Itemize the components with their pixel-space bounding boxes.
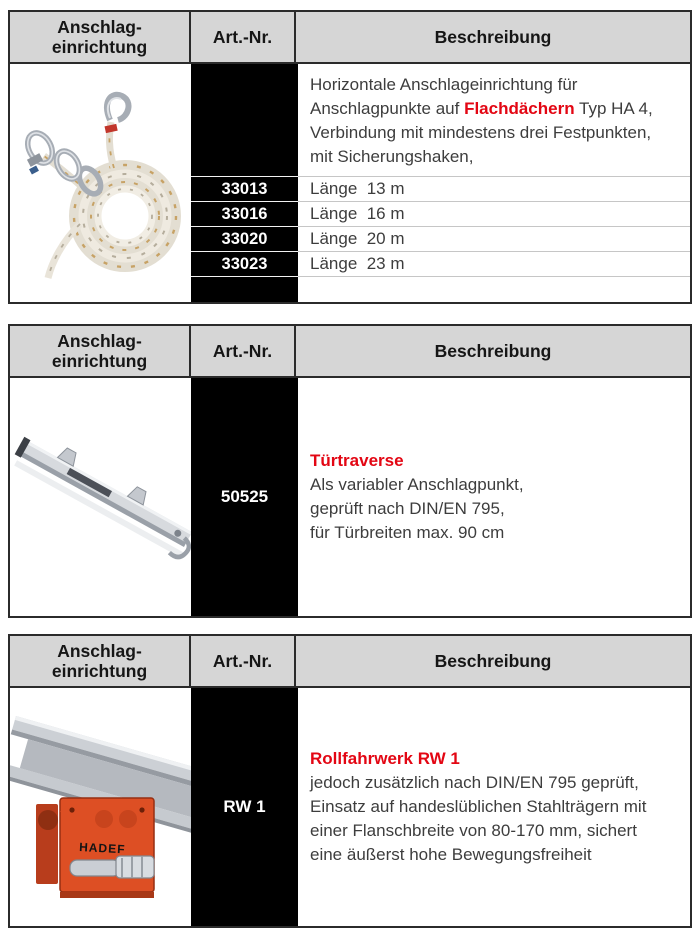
brand-label: HADEF (78, 840, 126, 857)
header-col1-line2: einrichtung (51, 37, 148, 57)
desc-line1: Horizontale Anschlageinrichtung für (310, 75, 578, 94)
artnr-cell: 50525 (191, 378, 298, 616)
table-row (191, 226, 690, 251)
desc-line: einer Flanschbreite von 80-170 mm, sichert (310, 821, 637, 840)
length-cell: Länge 16 m (298, 201, 690, 226)
product-table-tuertraverse (8, 324, 692, 618)
artnr-cell: 33023 (191, 251, 298, 276)
header-col1-line1: Anschlag- (57, 331, 142, 351)
length-cell: Länge 23 m (298, 251, 690, 276)
desc-line4: mit Sicherungshaken, (310, 147, 474, 166)
description-text (298, 64, 690, 176)
artnr-cell: 33016 (191, 201, 298, 226)
artnr-cell: 33020 (191, 226, 298, 251)
desc-line2-pre: Anschlagpunkte auf (310, 99, 465, 118)
header-col1-line2: einrichtung (51, 661, 148, 681)
table-body (10, 64, 690, 302)
length-cell: Länge 20 m (298, 226, 690, 251)
desc-line3: Verbindung mit mindestens drei Festpunkten, (310, 123, 652, 142)
header-anschlageinrichtung (10, 12, 191, 62)
artnr-cell: 33013 (191, 176, 298, 201)
table-row (191, 201, 690, 226)
table-body (10, 688, 690, 926)
rope-photo-illustration (10, 64, 191, 302)
empty-cell (298, 276, 690, 302)
header-col1-line2: einrichtung (51, 351, 148, 371)
product-image-traverse (10, 378, 191, 616)
filler-row (191, 276, 690, 302)
header-beschreibung: Beschreibung (434, 26, 552, 47)
traverse-photo-illustration (10, 378, 191, 616)
table-header-row (10, 12, 690, 64)
table-header-row (10, 636, 690, 688)
header-beschreibung: Beschreibung (434, 340, 552, 361)
table-row (191, 176, 690, 201)
product-table-rollfahrwerk (8, 634, 692, 928)
header-artnr: Art.-Nr. (191, 326, 296, 376)
header-col1-line1: Anschlag- (57, 641, 142, 661)
description-text (298, 378, 690, 616)
description-row (191, 64, 690, 176)
product-title: Türtraverse (310, 451, 404, 470)
header-beschreibung: Beschreibung (434, 650, 552, 671)
header-artnr: Art.-Nr. (191, 12, 296, 62)
desc-line2-post: Typ HA 4, (574, 99, 653, 118)
header-anschlageinrichtung (10, 636, 191, 686)
table-body (10, 378, 690, 616)
product-table-rope (8, 10, 692, 304)
header-col1-line1: Anschlag- (57, 17, 142, 37)
desc-line: geprüft nach DIN/EN 795, (310, 499, 505, 518)
desc-line: für Türbreiten max. 90 cm (310, 523, 505, 542)
artnr-cell: RW 1 (191, 688, 298, 926)
desc-line: Als variabler Anschlagpunkt, (310, 475, 524, 494)
desc-line: jedoch zusätzlich nach DIN/EN 795 geprüft, (310, 773, 639, 792)
desc-line2-highlight: Flachdächern (464, 99, 575, 118)
product-image-trolley (10, 688, 191, 926)
rows-area (191, 64, 690, 302)
artnr-empty-cell (191, 276, 298, 302)
length-cell: Länge 13 m (298, 176, 690, 201)
desc-line: eine äußerst hohe Bewegungsfreiheit (310, 845, 592, 864)
product-title: Rollfahrwerk RW 1 (310, 749, 460, 768)
desc-line: Einsatz auf handeslüblichen Stahlträgern mit (310, 797, 647, 816)
product-image-rope (10, 64, 191, 302)
artnr-empty-cell (191, 64, 298, 176)
header-anschlageinrichtung (10, 326, 191, 376)
header-artnr: Art.-Nr. (191, 636, 296, 686)
table-header-row (10, 326, 690, 378)
trolley-photo-illustration (10, 688, 191, 926)
description-text (298, 688, 690, 926)
table-row (191, 251, 690, 276)
